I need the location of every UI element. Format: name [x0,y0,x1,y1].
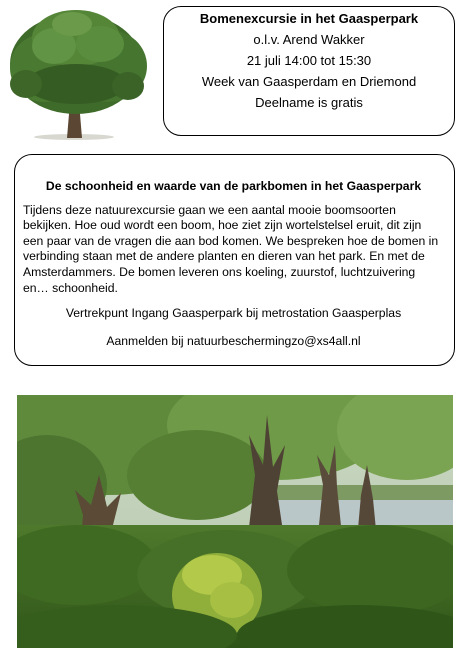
event-info-box [163,6,455,136]
event-title: Bomenexcursie in het Gaasperpark [199,11,419,26]
description-heading: De schoonheid en waarde van de parkbomen in het Gaasperpark [45,179,422,193]
description-box [14,154,455,366]
event-week: Week van Gaasperdam en Driemond [201,74,417,89]
tree-illustration [4,6,154,140]
event-datetime: 21 juli 14:00 tot 15:30 [246,53,372,68]
park-photo [17,395,453,648]
meeting-point: Vertrekpunt Ingang Gaasperpark bij metrostation Gaasperplas [65,306,402,321]
description-body: Tijdens deze natuurexcursie gaan we een aantal mooie boomsoorten bekijken. Hoe oud wordt een boom, hoe ziet zijn wortelstelsel eruit, dit zijn een paar van de vragen die aan bod komen. We bespreken hoe de bomen in verbinding staan met de andere planten en dieren van het park. En met de Amsterdammers. De bomen leveren ons koeling, zuurstof, luchtzuivering en… schoonheid. [23,202,439,295]
registration-info[interactable]: Aanmelden bij natuurbeschermingzo@xs4all.nl [106,333,361,348]
event-price: Deelname is gratis [255,95,363,110]
event-guide: o.l.v. Arend Wakker [253,32,365,47]
